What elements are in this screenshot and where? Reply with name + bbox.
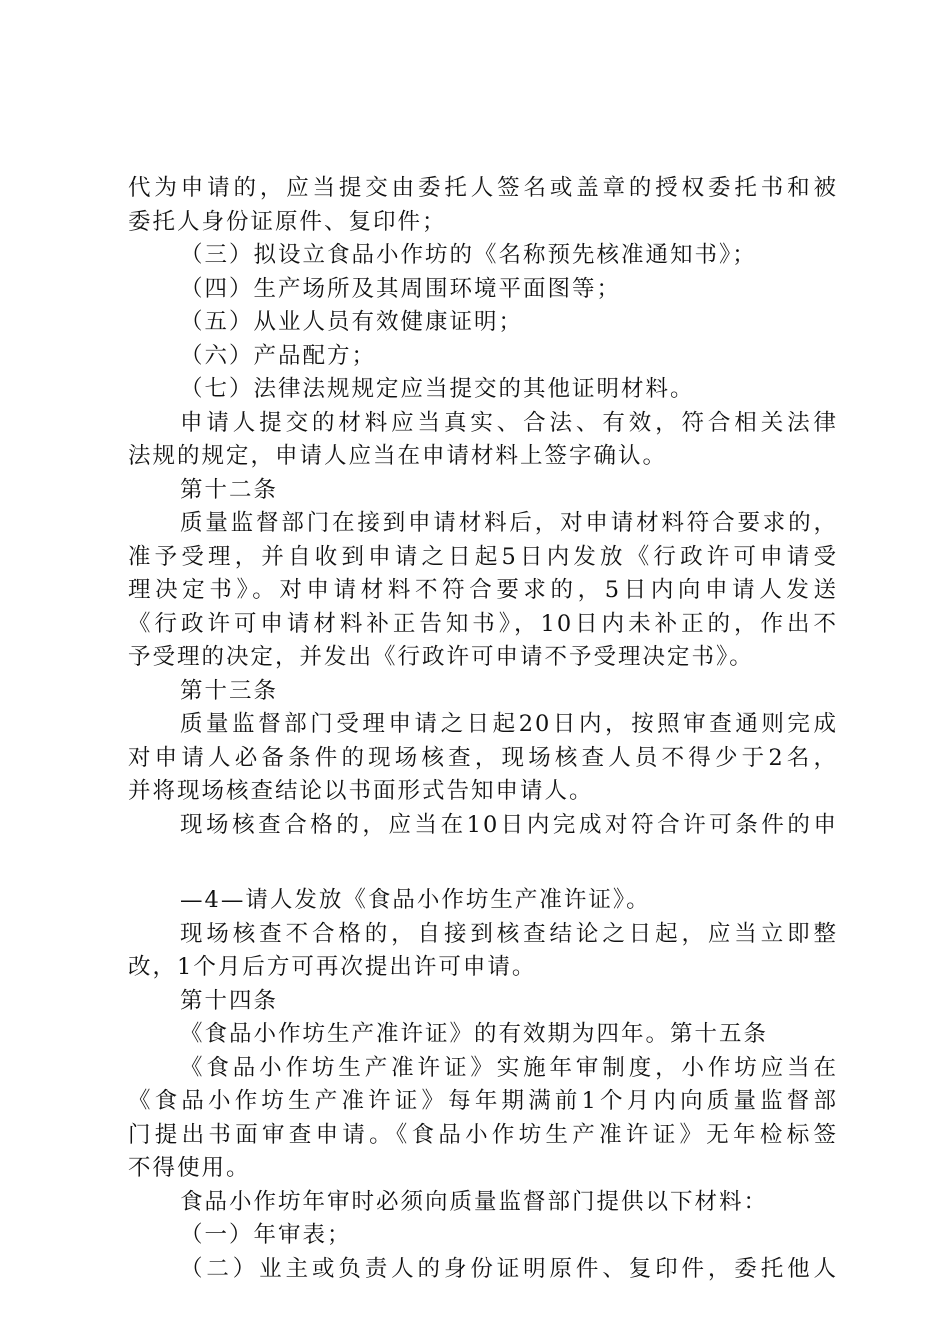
text-line: 食品小作坊年审时必须向质量监督部门提供以下材料： xyxy=(180,1188,769,1215)
text-line: 第十四条 xyxy=(180,987,279,1014)
document-body xyxy=(128,172,838,1286)
text-line: 准予受理，并自收到申请之日起5日内发放《行政许可申请受 xyxy=(128,543,838,570)
text-section-after-page-break xyxy=(128,918,838,1287)
page-break-gap xyxy=(128,842,838,884)
text-line: （二）业主或负责人的身份证明原件、复印件，委托他人 xyxy=(180,1255,838,1282)
text-line: （一）年审表； xyxy=(180,1222,352,1248)
text-line: （七）法律法规规定应当提交的其他证明材料。 xyxy=(180,376,695,402)
text-line: 《食品小作坊生产准许证》每年期满前1个月内向质量监督部 xyxy=(128,1088,838,1114)
text-line: 现场核查合格的，应当在10日内完成对符合许可条件的申 xyxy=(180,811,838,838)
text-line: 理决定书》。对申请材料不符合要求的，5日内向申请人发送 xyxy=(128,577,838,603)
text-line: 不得使用。 xyxy=(128,1155,251,1181)
text-line: 委托人身份证原件、复印件； xyxy=(128,208,447,235)
text-line: 《食品小作坊生产准许证》的有效期为四年。第十五条 xyxy=(180,1021,769,1047)
text-section-before-page-break xyxy=(128,172,838,842)
text-line: 门提出书面审查申请。《食品小作坊生产准许证》无年检标签 xyxy=(128,1121,838,1148)
text-line: 《食品小作坊生产准许证》实施年审制度，小作坊应当在 xyxy=(180,1054,838,1081)
text-line: （六）产品配方； xyxy=(180,342,377,369)
text-line: 并将现场核查结论以书面形式告知申请人。 xyxy=(128,778,594,804)
text-line: 法规的规定，申请人应当在申请材料上签字确认。 xyxy=(128,443,668,469)
text-line: （四）生产场所及其周围环境平面图等； xyxy=(180,275,622,302)
text-line: 质量监督部门受理申请之日起20日内，按照审查通则完成 xyxy=(180,711,838,737)
text-line: 《行政许可申请材料补正告知书》，10日内未补正的，作出不 xyxy=(128,610,838,637)
text-line: 第十二条 xyxy=(180,476,279,503)
page-number-line: —4—请人发放《食品小作坊生产准许证》。 xyxy=(180,887,651,913)
text-line: 改，1个月后方可再次提出许可申请。 xyxy=(128,954,537,980)
text-line: 现场核查不合格的，自接到核查结论之日起，应当立即整 xyxy=(180,920,838,947)
text-line: 对申请人必备条件的现场核查，现场核查人员不得少于2名， xyxy=(128,744,838,771)
text-line: 申请人提交的材料应当真实、合法、有效，符合相关法律 xyxy=(180,409,838,436)
text-line: （三）拟设立食品小作坊的《名称预先核准通知书》； xyxy=(180,242,757,268)
text-line: 第十三条 xyxy=(180,677,279,704)
text-line: 代为申请的，应当提交由委托人签名或盖章的授权委托书和被 xyxy=(128,175,838,201)
text-line: 予受理的决定，并发出《行政许可申请不予受理决定书》。 xyxy=(128,644,754,670)
text-line: 质量监督部门在接到申请材料后，对申请材料符合要求的， xyxy=(180,510,838,536)
text-line: （五）从业人员有效健康证明； xyxy=(180,309,524,335)
